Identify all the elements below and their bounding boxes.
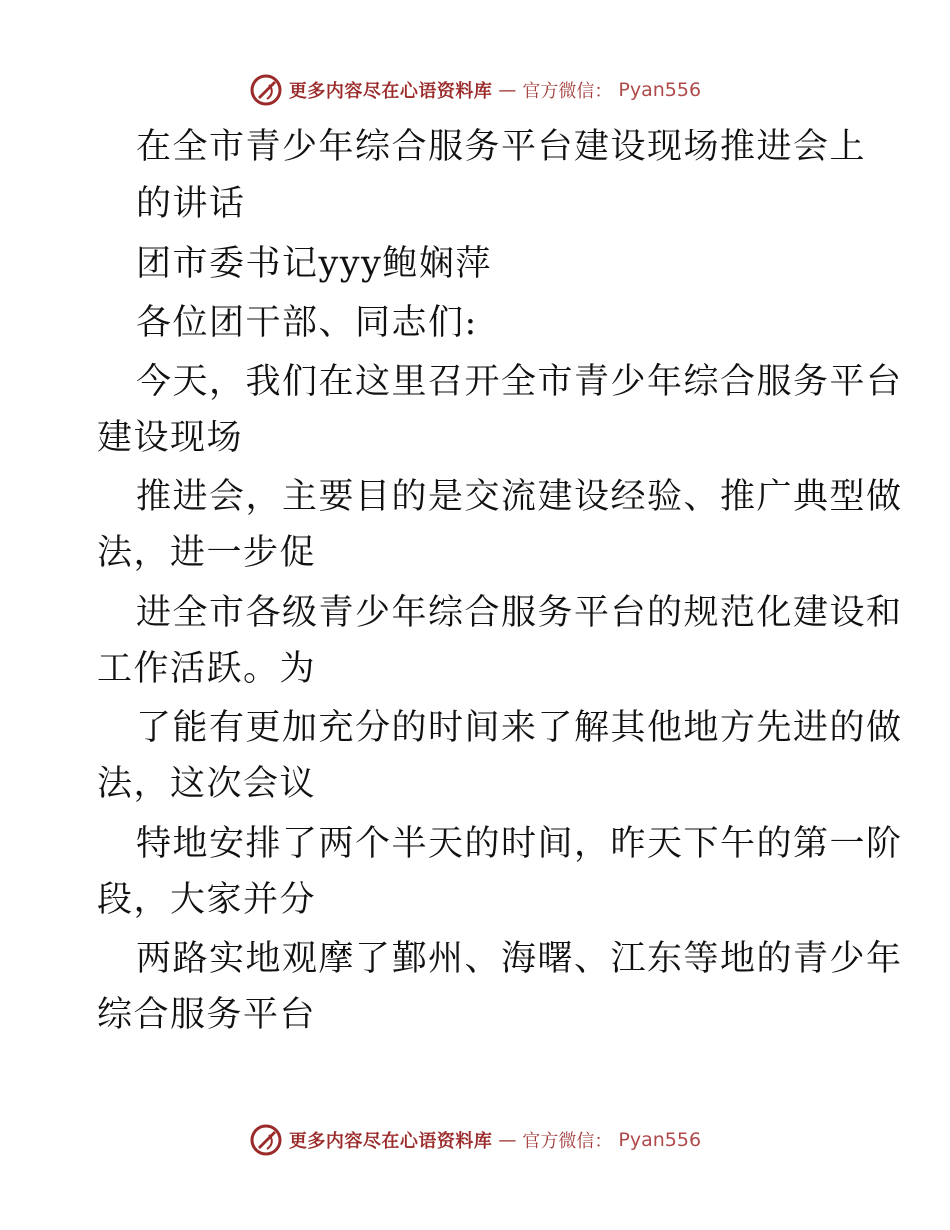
paragraph-line: 综合服务平台: [97, 995, 317, 1035]
paragraph-line: 工作活跃。为: [97, 649, 317, 689]
header-banner: [0, 70, 950, 110]
banner-title: 更多内容尽在心语资料库: [288, 81, 493, 102]
paragraph-line: 段，大家并分: [97, 880, 317, 920]
paragraph-line: 推进会，主要目的是交流建设经验、推广典型做: [136, 477, 903, 517]
paragraph-line: 建设现场: [97, 418, 244, 458]
speech-title-line-2: 的讲话: [136, 184, 246, 224]
banner-dash: —: [498, 1129, 517, 1151]
quill-pen-logo-icon: [249, 1123, 283, 1157]
paragraph-line: 法，进一步促: [97, 533, 317, 573]
paragraph-line: 进全市各级青少年综合服务平台的规范化建设和: [136, 593, 903, 633]
banner-wechat-label: 官方微信：: [522, 81, 613, 102]
paragraph-line: 特地安排了两个半天的时间，昨天下午的第一阶: [136, 824, 903, 864]
paragraph-line: 法，这次会议: [97, 764, 317, 804]
footer-banner: [0, 1120, 950, 1160]
quill-pen-logo-icon: [249, 73, 283, 107]
banner-dash: —: [498, 79, 517, 101]
banner-wechat-id: Pyan556: [618, 79, 702, 101]
paragraph-line: 两路实地观摩了鄞州、海曙、江东等地的青少年: [136, 939, 903, 979]
salutation-line: 各位团干部、同志们:: [136, 303, 478, 343]
paragraph-line: 今天，我们在这里召开全市青少年综合服务平台: [136, 362, 903, 402]
speech-title-line-1: 在全市青少年综合服务平台建设现场推进会上: [136, 127, 867, 167]
paragraph-line: 了能有更加充分的时间来了解其他地方先进的做: [136, 708, 903, 748]
banner-wechat-label: 官方微信：: [522, 1131, 613, 1152]
speaker-line: 团市委书记yyy鲍娴萍: [136, 244, 492, 284]
banner-title: 更多内容尽在心语资料库: [288, 1131, 493, 1152]
banner-wechat-id: Pyan556: [618, 1129, 702, 1151]
